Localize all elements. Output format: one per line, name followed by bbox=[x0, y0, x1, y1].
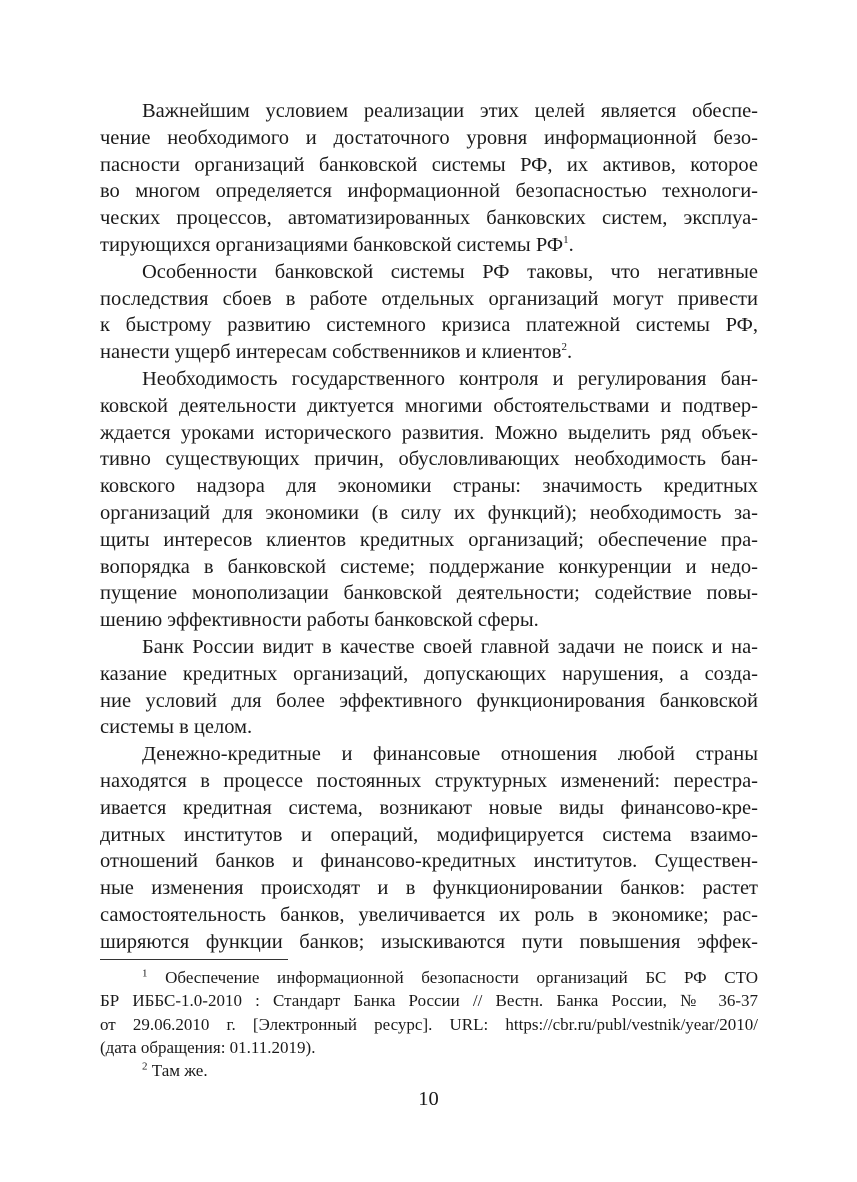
footnote-marker: 2 bbox=[142, 1060, 148, 1073]
text-fragment: тирующихся организациями банковской системы РФ bbox=[100, 233, 564, 256]
footnote-marker: 1 bbox=[142, 967, 148, 980]
text-line bbox=[100, 232, 758, 259]
text-line: пасности организаций банковской системы РФ, их активов, которое bbox=[100, 153, 758, 176]
text-line: Важнейшим условием реализации этих целей является обеспе- bbox=[142, 100, 758, 122]
text-line: дитных институтов и операций, модифицируется система взаимо- bbox=[100, 823, 758, 846]
footnote-ref-2: 2 bbox=[561, 341, 567, 354]
text-line: системы в целом. bbox=[100, 716, 253, 739]
paragraph-3 bbox=[100, 366, 758, 634]
footnote-text: Обеспечение информационной безопасности организаций БС РФ СТО bbox=[165, 968, 759, 987]
text-line: ковского надзора для экономики страны: значимость кредитных bbox=[100, 475, 758, 498]
text-line: ковской деятельности диктуется многими обстоятельствами и подтвер- bbox=[100, 394, 758, 417]
text-line: во многом определяется информационной безопасностью технологи- bbox=[100, 180, 758, 203]
paragraph-4 bbox=[100, 634, 758, 741]
text-line: ческих процессов, автоматизированных банковских систем, эксплуа- bbox=[100, 207, 758, 230]
footnote-line: БР ИББС-1.0-2010 : Стандарт Банка России // Вестн. Банка России, № 36-37 bbox=[100, 991, 758, 1011]
text-line: организаций для экономики (в силу их функций); необходимость за- bbox=[100, 501, 758, 524]
text-line: Особенности банковской системы РФ таковы, что негативные bbox=[142, 260, 758, 283]
text-line: пущение монополизации банковской деятельности; содействие повы- bbox=[100, 582, 758, 605]
text-line: ширяются функции банков; изыскиваются пути повышения эффек- bbox=[100, 930, 758, 953]
paragraph-1 bbox=[100, 98, 758, 259]
text-line bbox=[100, 339, 758, 366]
text-line: шению эффективности работы банковской сферы. bbox=[100, 609, 539, 632]
paragraph-2 bbox=[100, 259, 758, 366]
end-punct: . bbox=[566, 341, 573, 364]
footnote-2 bbox=[100, 1059, 758, 1082]
text-line: Необходимость государственного контроля и регулирования бан- bbox=[142, 367, 758, 390]
text-line: самостоятельность банков, увеличивается их роль в экономике; рас- bbox=[100, 903, 758, 926]
text-line: Банк России видит в качестве своей главной задачи не поиск и на- bbox=[142, 635, 758, 658]
footnote-1 bbox=[100, 966, 758, 1059]
footnote-line bbox=[100, 1059, 758, 1082]
paragraph-5 bbox=[100, 741, 758, 955]
text-line: ждается уроками исторического развития. Можно выделить ряд объек- bbox=[100, 421, 758, 444]
footnotes bbox=[100, 966, 758, 1082]
text-line: казание кредитных организаций, допускающих нарушения, а созда- bbox=[100, 662, 758, 685]
text-line: тивно существующих причин, обусловливающих необходимость бан- bbox=[100, 448, 758, 471]
footnote-line: от 29.06.2010 г. [Электронный ресурс]. URL: https://cbr.ru/publ/vestnik/year/2010/ bbox=[100, 1014, 758, 1034]
footnote-separator bbox=[100, 959, 288, 960]
footnote-ref-1: 1 bbox=[563, 234, 569, 247]
text-line: отношений банков и финансово-кредитных институтов. Существен- bbox=[100, 850, 758, 873]
footnote-text: Там же. bbox=[151, 1061, 208, 1081]
text-line: вопорядка в банковской системе; поддержание конкуренции и недо- bbox=[100, 555, 758, 578]
footnote-line: (дата обращения: 01.11.2019). bbox=[100, 1037, 316, 1057]
text-line: к быстрому развитию системного кризиса платежной системы РФ, bbox=[100, 314, 758, 337]
text-line: щиты интересов клиентов кредитных организаций; обеспечение пра- bbox=[100, 528, 758, 551]
end-punct: . bbox=[568, 233, 574, 256]
footnote-line bbox=[100, 966, 758, 989]
text-line: Денежно-кредитные и финансовые отношения любой страны bbox=[142, 743, 758, 766]
text-line: ивается кредитная система, возникают новые виды финансово-кре- bbox=[100, 796, 758, 819]
body-text bbox=[100, 98, 758, 956]
text-line: ные изменения происходят и в функционировании банков: растет bbox=[100, 877, 758, 900]
text-fragment: нанести ущерб интересам собственников и клиентов bbox=[100, 341, 562, 364]
page-number: 10 bbox=[418, 1088, 439, 1110]
text-line: ние условий для более эффективного функционирования банковской bbox=[100, 689, 758, 712]
text-line: находятся в процессе постоянных структурных изменений: перестра- bbox=[100, 769, 758, 792]
text-line: последствия сбоев в работе отдельных организаций могут привести bbox=[100, 287, 758, 310]
text-line: чение необходимого и достаточного уровня информационной безо- bbox=[100, 126, 758, 149]
